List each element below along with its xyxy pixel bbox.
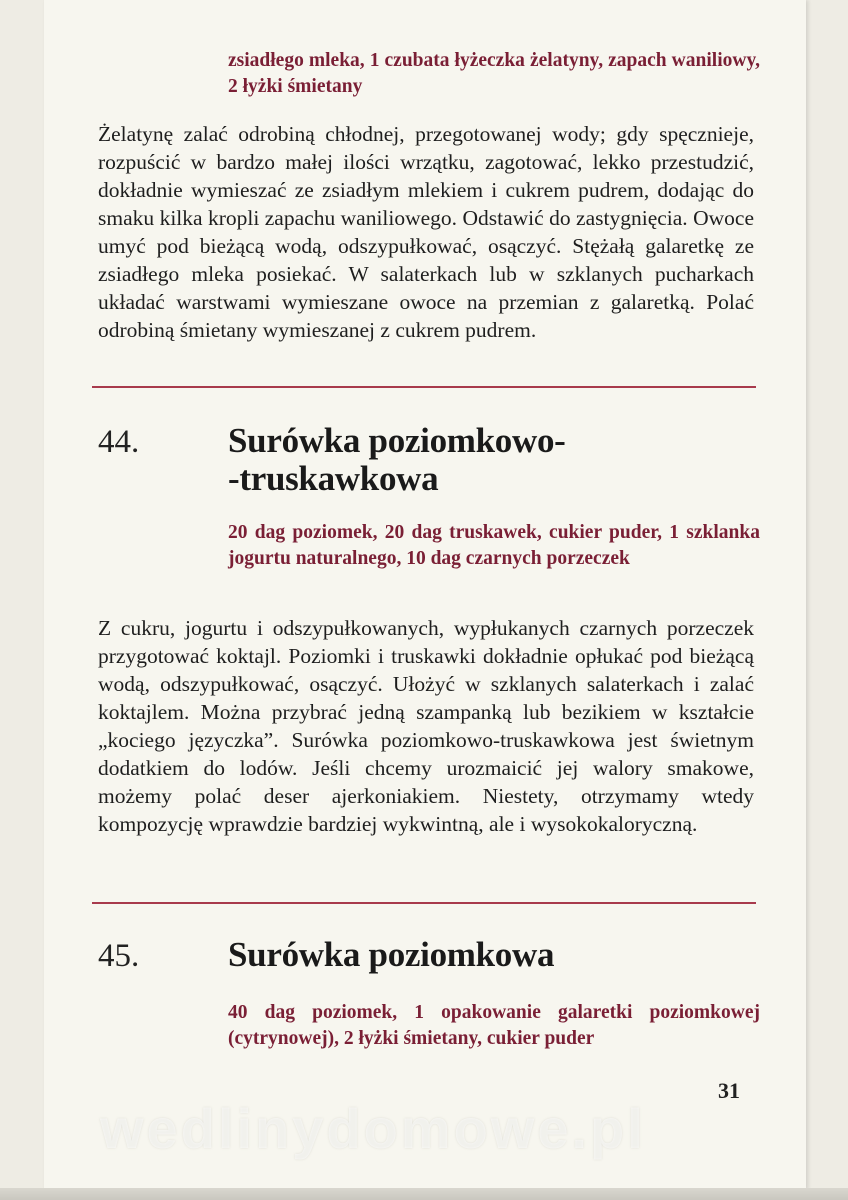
recipe-44-ingredients: 20 dag poziomek, 20 dag truskawek, cukier puder, 1 szklanka jogurtu naturalnego, 10 dag czarnych porzeczek (228, 522, 760, 569)
prev-recipe-ingredients: zsiadłego mleka, 1 czubata łyżeczka żelatyny, zapach waniliowy, 2 łyżki śmietany (228, 50, 760, 97)
recipe-number-44: 44. (98, 424, 140, 460)
recipe-number-45: 45. (98, 938, 140, 974)
recipe-title-44-line1: Surówka poziomkowo- (228, 421, 566, 460)
recipe-title-44 (228, 422, 748, 498)
section-divider (92, 902, 756, 904)
prev-recipe-instructions: Żelatynę zalać odrobiną chłodnej, przegotowanej wody; gdy spęcznieje, rozpuścić w bardzo małej ilości wrzątku, zagotować, lekko przestudzić, dokładnie wymieszać ze zsiadłym mlekiem i cukrem pudrem, dodając do smaku kilka kropli zapachu waniliowego. Odstawić do zastygnięcia. Owoce umyć pod bieżącą wodą, odszypułkować, osączyć. Stężałą galaretkę ze zsiadłego mleka posiekać. W salaterkach lub w szklanych pucharkach układać warstwami wymieszane owoce na przemian z galaretką. Polać odrobiną śmietany wymieszanej z cukrem pudrem. (98, 122, 754, 342)
watermark: wedlinydomowe.pl (100, 1097, 646, 1160)
section-divider (92, 386, 756, 388)
recipe-44-instructions: Z cukru, jogurtu i odszypułkowanych, wypłukanych czarnych porzeczek przygotować koktajl. Poziomki i truskawki dokładnie opłukać pod bieżącą wodą, odszypułkować, osączyć. Ułożyć w szklanych salaterkach i zalać koktajlem. Można przybrać jedną szampanką lub bezikiem w kształcie „kociego języczka”. Surówka poziomkowo-truskawkowa jest świetnym dodatkiem do lodów. Jeśli chcemy urozmaicić jej walory smakowe, możemy polać deser ajerkoniakiem. Niestety, otrzymamy wtedy kompozycję wprawdzie bardziej wykwintną, ale i wysokokaloryczną. (98, 616, 754, 836)
recipe-45-ingredients: 40 dag poziomek, 1 opakowanie galaretki poziomkowej (cytrynowej), 2 łyżki śmietany, cukier puder (228, 1002, 760, 1049)
page-bottom-edge (0, 1188, 848, 1200)
recipe-title-44-line2: -truskawkowa (228, 459, 439, 498)
page-number: 31 (718, 1078, 740, 1103)
recipe-title-45: Surówka poziomkowa (228, 935, 555, 974)
